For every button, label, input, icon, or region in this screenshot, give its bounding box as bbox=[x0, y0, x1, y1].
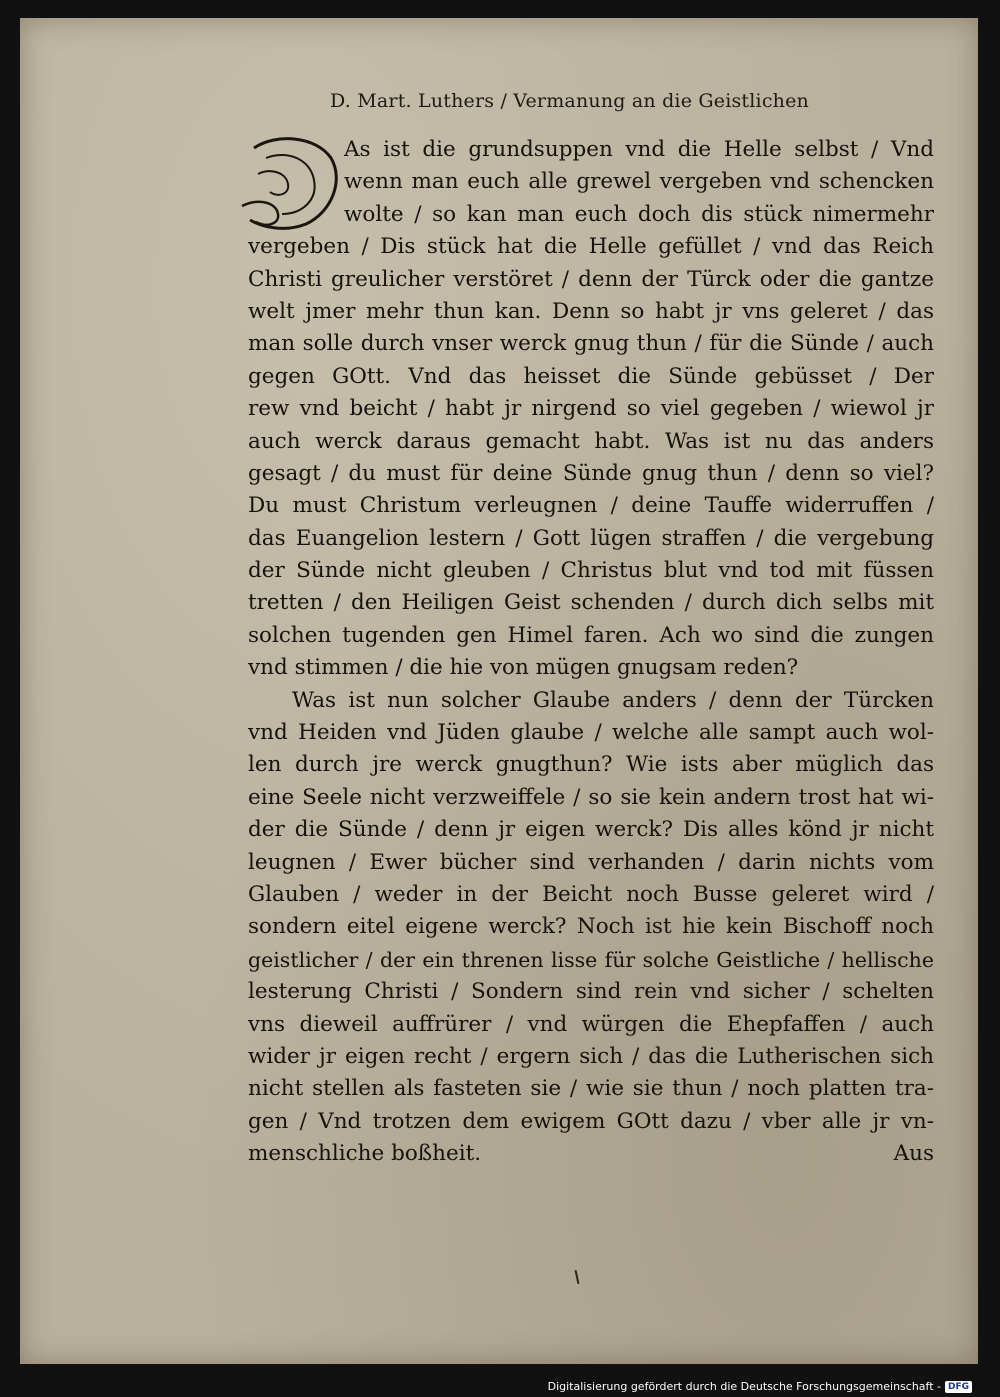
text-line: eine Seele nicht verzweiffele / so sie kein andern trost hat wi- bbox=[248, 784, 934, 810]
text-line: wolte / so kan man euch doch dis stück nimermehr bbox=[344, 201, 934, 227]
text-line: Du must Christum verleugnen / deine Tauffe widerruffen / bbox=[248, 493, 934, 519]
text-line: nicht stellen als fasteten sie / wie sie thun / noch platten tra- bbox=[248, 1076, 934, 1102]
body-text bbox=[248, 134, 934, 1171]
text-line: das Euangelion lestern / Gott lügen straffen / die vergebung bbox=[248, 525, 934, 551]
text-line: geistlicher / der ein threnen lisse für solche Geistliche / hellische bbox=[248, 947, 934, 972]
text-line: gen / Vnd trotzen dem ewigem GOtt dazu / vber alle jr vn- bbox=[248, 1108, 934, 1134]
text-line: wider jr eigen recht / ergern sich / das die Lutherischen sich bbox=[248, 1043, 934, 1069]
footer-text: Digitalisierung gefördert durch die Deutsche Forschungsgemeinschaft - bbox=[547, 1380, 941, 1393]
text-line: gesagt / du must für deine Sünde gnug thun / denn so viel? bbox=[248, 460, 934, 486]
text-line: Christi greulicher verstöret / denn der Türck oder die gantze bbox=[248, 266, 934, 292]
text-line: gegen GOtt. Vnd das heisset die Sünde gebüsset / Der bbox=[248, 363, 934, 389]
text-line: lesterung Christi / Sondern sind rein vnd sicher / schelten bbox=[248, 979, 934, 1005]
text-line: der die Sünde / denn jr eigen werck? Dis alles könd jr nicht bbox=[248, 817, 934, 843]
text-line: der Sünde nicht gleuben / Christus blut vnd tod mit füssen bbox=[248, 558, 934, 584]
text-line: solchen tugenden gen Himel faren. Ach wo sind die zungen bbox=[248, 622, 934, 648]
text-line: As ist die grundsuppen vnd die Helle selbst / Vnd bbox=[344, 137, 934, 162]
text-line: len durch jre werck gnugthun? Wie ists aber müglich das bbox=[248, 752, 934, 778]
text-line: wenn man euch alle grewel vergeben vnd schencken bbox=[344, 169, 934, 195]
text-line: tretten / den Heiligen Geist schenden / durch dich selbs mit bbox=[248, 590, 934, 616]
text-line: rew vnd beicht / habt jr nirgend so viel gegeben / wiewol jr bbox=[248, 396, 934, 422]
text-line: vns dieweil auffrürer / vnd würgen die Ehepfaffen / auch bbox=[248, 1011, 934, 1037]
text-line: sondern eitel eigene werck? Noch ist hie kein Bischoff noch bbox=[248, 914, 934, 940]
running-head: D. Mart. Luthers / Vermanung an die Geistlichen bbox=[330, 90, 809, 112]
text-line: welt jmer mehr thun kan. Denn so habt jr vns geleret / das bbox=[248, 298, 934, 324]
text-line: vergeben / Dis stück hat die Helle gefüllet / vnd das Reich bbox=[248, 234, 934, 260]
digitization-footer bbox=[548, 1380, 972, 1393]
text-line-final: menschliche boßheit. bbox=[248, 1141, 482, 1167]
last-line-row bbox=[248, 1138, 934, 1170]
text-line: Glauben / weder in der Beicht noch Busse geleret wird / bbox=[248, 881, 934, 907]
text-line: leugnen / Ewer bücher sind verhanden / darin nichts vom bbox=[248, 849, 934, 875]
text-line: vnd stimmen / die hie von mügen gnugsam reden? bbox=[248, 655, 799, 681]
text-line: Was ist nun solcher Glaube anders / denn der Türcken bbox=[292, 687, 934, 713]
text-line: auch werck daraus gemacht habt. Was ist nu das anders bbox=[248, 428, 934, 454]
dfg-logo: DFG bbox=[945, 1381, 972, 1393]
catchword: Aus bbox=[893, 1141, 934, 1167]
text-line: man solle durch vnser werck gnug thun / für die Sünde / auch bbox=[248, 331, 934, 357]
text-line: vnd Heiden vnd Jüden glaube / welche alle sampt auch wol- bbox=[248, 720, 934, 746]
